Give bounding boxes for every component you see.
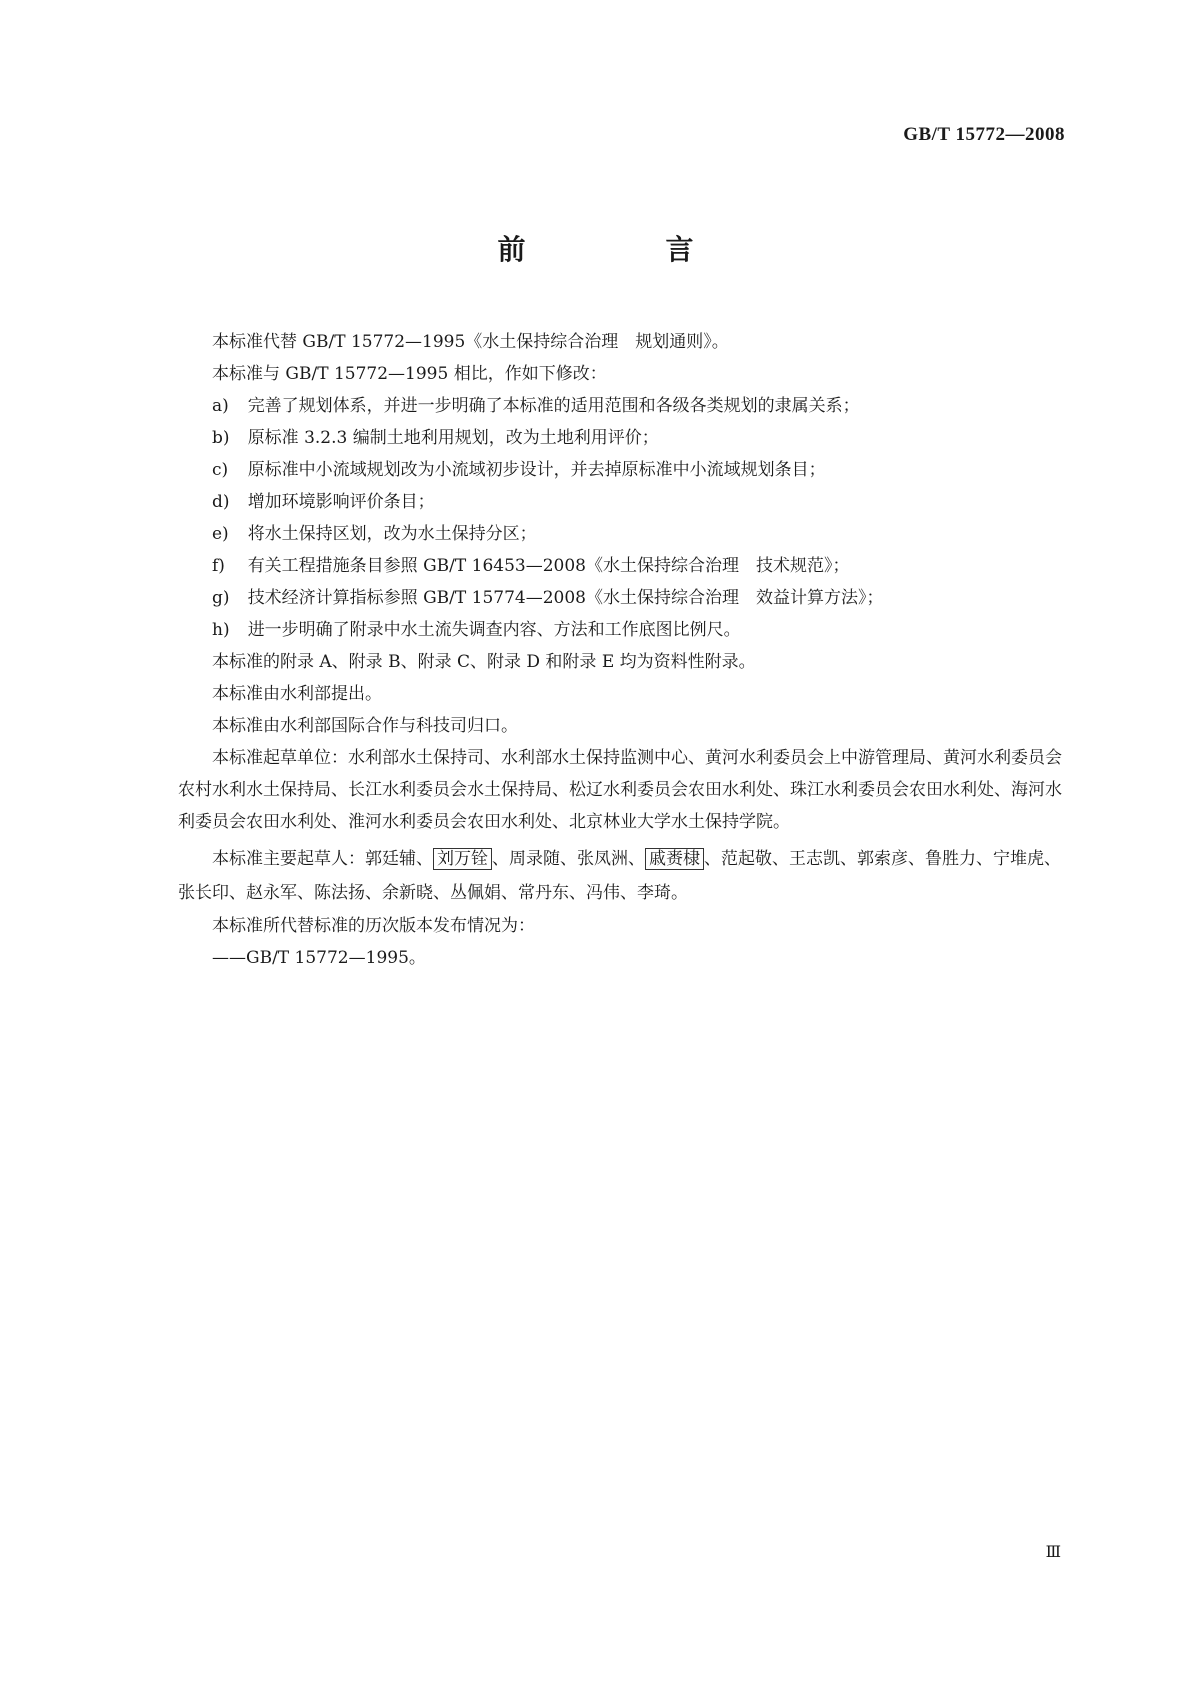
boxed-name: 戚赉棣 xyxy=(645,848,704,870)
paragraph-history-intro: 本标准所代替标准的历次版本发布情况为： xyxy=(212,916,535,936)
paragraph-changes-intro: 本标准与 GB/T 15772—1995 相比，作如下修改： xyxy=(212,364,607,384)
change-list xyxy=(178,390,1066,646)
list-item-text: 原标准中小流域规划改为小流域初步设计，并去掉原标准中小流域规划条目； xyxy=(247,460,826,480)
paragraph-proposer: 本标准由水利部提出。 xyxy=(212,684,382,704)
paragraph-drafters xyxy=(178,842,1066,910)
paragraph-replaces: 本标准代替 GB/T 15772—1995《水土保持综合治理 规划通则》。 xyxy=(212,332,729,352)
list-item xyxy=(178,390,1066,422)
list-marker: a) xyxy=(212,396,229,416)
list-marker: c) xyxy=(212,460,229,480)
boxed-name: 刘万铨 xyxy=(433,848,492,870)
list-item-text: 有关工程措施条目参照 GB/T 16453—2008《水土保持综合治理 技术规范》； xyxy=(247,556,850,576)
drafters-suffix: 、范起敬、王志凯、郭索彦、鲁胜力、宁堆虎、张长印、赵永军、陈法扬、余新晓、丛佩娟、常丹东、冯伟、李琦。 xyxy=(178,849,1061,903)
list-item xyxy=(178,550,1066,582)
list-marker: e) xyxy=(212,524,229,544)
list-marker: f) xyxy=(212,556,225,576)
standard-code: GB/T 15772—2008 xyxy=(903,124,1065,145)
list-item xyxy=(178,486,1066,518)
list-item-text: 完善了规划体系，并进一步明确了本标准的适用范围和各级各类规划的隶属关系； xyxy=(247,396,860,416)
paragraph-governing-body: 本标准由水利部国际合作与科技司归口。 xyxy=(212,716,518,736)
foreword-body xyxy=(178,326,1066,974)
list-item xyxy=(178,454,1066,486)
list-item-text: 技术经济计算指标参照 GB/T 15774—2008《水土保持综合治理 效益计算方法》； xyxy=(247,588,884,608)
paragraph-drafting-units: 本标准起草单位：水利部水土保持司、水利部水土保持监测中心、黄河水利委员会上中游管理局、黄河水利委员会农村水利水土保持局、长江水利委员会水土保持局、松辽水利委员会农田水利处、珠江水利委员会农田水利处、海河水利委员会农田水利处、淮河水利委员会农田水利处、北京林业大学水土保持学院。 xyxy=(178,748,1062,832)
list-item xyxy=(178,422,1066,454)
history-item: ——GB/T 15772—1995。 xyxy=(212,948,426,968)
list-item-text: 原标准 3.2.3 编制土地利用规划，改为土地利用评价； xyxy=(247,428,659,448)
page-number: Ⅲ xyxy=(1045,1544,1061,1561)
list-item-text: 进一步明确了附录中水土流失调查内容、方法和工作底图比例尺。 xyxy=(247,620,741,640)
list-marker: g) xyxy=(212,588,230,608)
drafters-prefix: 本标准主要起草人：郭廷辅、 xyxy=(212,849,433,869)
list-marker: h) xyxy=(212,620,230,640)
list-item-text: 增加环境影响评价条目； xyxy=(247,492,435,512)
list-item-text: 将水土保持区划，改为水土保持分区； xyxy=(247,524,537,544)
list-marker: b) xyxy=(212,428,230,448)
list-marker: d) xyxy=(212,492,230,512)
paragraph-annexes: 本标准的附录 A、附录 B、附录 C、附录 D 和附录 E 均为资料性附录。 xyxy=(212,652,756,672)
page-title: 前 言 xyxy=(497,233,750,266)
list-item xyxy=(178,582,1066,614)
drafters-middle: 、周录随、张凤洲、 xyxy=(492,849,645,869)
list-item xyxy=(178,518,1066,550)
list-item xyxy=(178,614,1066,646)
